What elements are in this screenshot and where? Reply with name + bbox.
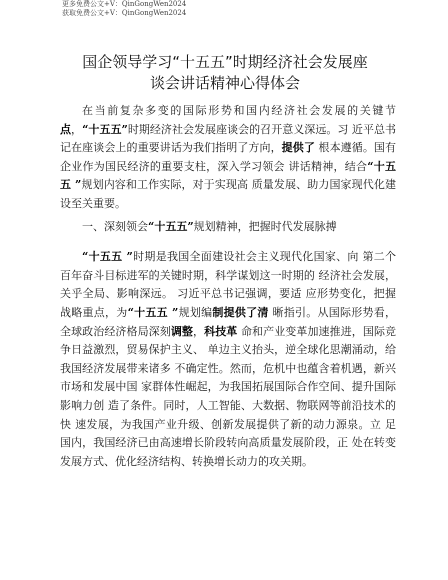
section-heading-1	[60, 218, 396, 237]
document-body	[60, 102, 396, 471]
bold-run: 提供了	[281, 141, 315, 155]
text-run: 一、深刻领会	[82, 219, 148, 233]
header-line-1: 更多免费公文+V：QinGongWen2024	[62, 0, 187, 8]
paragraph-section-1	[60, 248, 396, 471]
text-run: 晰指引。从国际形势看，全球政治经济格局深刻	[60, 305, 397, 338]
text-run: ，	[71, 122, 83, 136]
bold-run: 制提供了清	[212, 305, 269, 319]
text-run: 规划编	[178, 305, 213, 319]
document-title	[60, 52, 390, 94]
title-line-1: 国企领导学习“十五五”时期经济社会发展座	[82, 53, 368, 71]
text-run: 规划内容和工作实际，对于实现高 质量发展、助力国家现代化建设至关重要。	[60, 178, 396, 210]
bold-run: 点	[60, 122, 72, 136]
text-run: 在当前复杂多变的国际形势和国内经济社会发展的关键节	[82, 104, 396, 117]
text-run: 时期是我国全面建设社会主义现代化国家、向 第二个百年奋斗目标进军的关键时期，科学谋划这一时期的 经济社会发展，关乎全局、影响深远。 习近平总书记强调，要适 应形势变化，把握战略重点，为	[60, 250, 397, 319]
text-run: 时期经济社会发展座谈会的召开意义深远。习 近平总书记在座谈会上的重要讲话为我们指明了方向，	[60, 122, 397, 155]
page-header	[62, 0, 186, 18]
bold-run: 调整	[170, 324, 194, 338]
bold-run: 科技革	[204, 324, 238, 338]
header-line-2: 获取免费公文+V：QinGongWen2024	[62, 9, 187, 17]
text-run: 命和产业变革加速推进，国际竞争日益激烈，贸易保护主义、 单边主义抬头，逆全球化思潮涌动，给我国经济发展带来诸多 不确定性。然而，危机中也蕴含着机遇，新兴市场和发展中国 家群体性崛起，为我国拓展国际合作空间、提升国际影响力创 造了条件。同时，人工智能、大数据、物联网等前沿技术的快 速发展，为我国产业升级、创新发展提供了新的动力源泉。立 足国内，我国经济已由高速增长阶段转向高质量发展阶段，正 处在转变发展方式、优化经济结构、转换增长动力的攻关期。	[60, 324, 397, 468]
bold-run: “十五五”	[148, 219, 194, 233]
bold-run: “十五五 ”	[127, 305, 179, 319]
text-run: 根本遵循。国有企业作为国民经济的重要支柱，深入学习领会 讲话精神，结合	[60, 141, 397, 173]
text-run: ，	[193, 324, 205, 338]
bold-run: “十五五”	[82, 122, 128, 136]
bold-run: “十五五 ”	[60, 159, 397, 192]
text-run: 规划精神，把握时代发展脉搏	[193, 219, 337, 233]
paragraph-intro	[60, 102, 396, 214]
title-line-2: 谈会讲话精神心得体会	[149, 74, 300, 92]
bold-run: “十五五 ”	[82, 250, 133, 264]
